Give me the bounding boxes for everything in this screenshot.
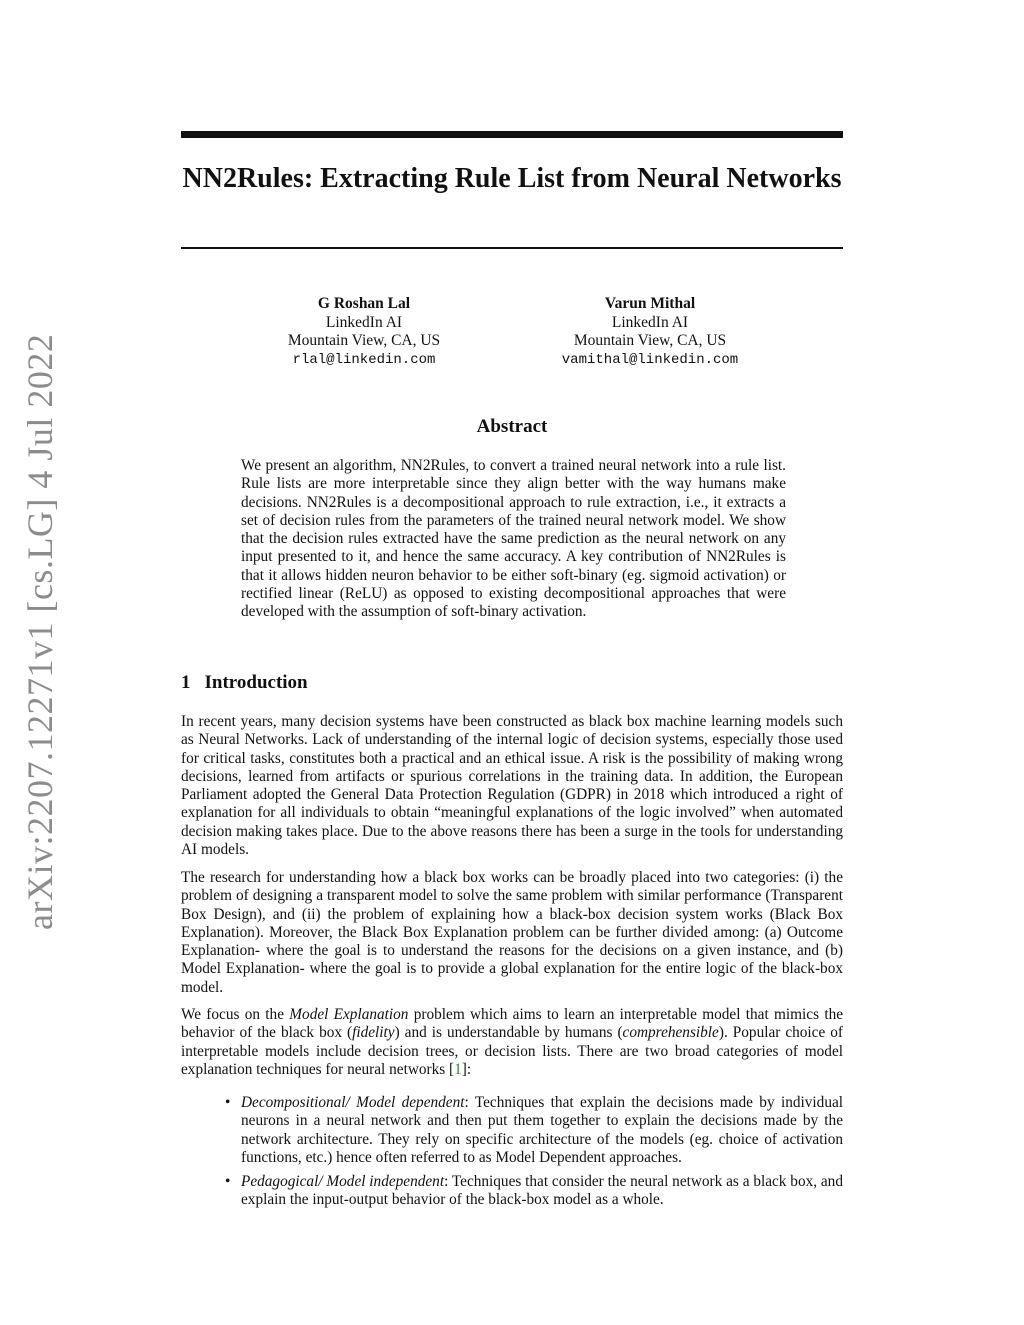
title-top-rule xyxy=(181,131,843,138)
emphasis-text: Model Explanation xyxy=(289,1006,409,1023)
list-item-text: : Techniques that explain the decisions made by individual neurons in a neural network and then put them together to explain the decisions made by the network architecture. They rely on specific architecture of the models (eg. choice of activation functions, etc.) hence often referred to as Model Dependent approaches. xyxy=(241,1094,844,1166)
author-block-2 xyxy=(520,295,780,369)
bullet-icon: • xyxy=(225,1094,231,1111)
author-email[interactable]: rlal@linkedin.com xyxy=(292,351,436,368)
intro-paragraph-1: In recent years, many decision systems have been constructed as black box machine learning models such as Neural Networks. Lack of understanding of the internal logic of decision systems, especially those used for critical tasks, constitutes both a practical and an ethical issue. A risk is the possibility of making wrong decisions, learned from artifacts or spurious correlations in the training data. In addition, the European Parliament adopted the General Data Protection Regulation (GDPR) in 2018 which introduced a right of explanation for all individuals to obtain “meaningful explanations of the logic involved” when automated decision making takes place. Due to the above reasons there has been a surge in the tools for understanding AI models. xyxy=(181,713,843,859)
arxiv-identifier: arXiv:2207.12271v1 [cs.LG] 4 Jul 2022 xyxy=(20,333,60,930)
list-item-term: Decompositional/ Model dependent xyxy=(241,1094,465,1111)
section-heading xyxy=(181,672,308,694)
author-location: Mountain View, CA, US xyxy=(573,332,727,349)
author-affiliation: LinkedIn AI xyxy=(325,313,403,331)
bullet-icon: • xyxy=(225,1173,231,1191)
author-affiliation: LinkedIn AI xyxy=(611,313,689,331)
author-location: Mountain View, CA, US xyxy=(287,332,441,349)
text-run: ]: xyxy=(461,1060,472,1078)
list-item xyxy=(181,1173,843,1210)
text-run: ) and is understandable by humans ( xyxy=(394,1024,623,1042)
text-run: We focus on the xyxy=(181,1006,290,1023)
intro-paragraph-2: The research for understanding how a black box works can be broadly placed into two categories: (i) the problem of designing a transparent model to solve the same problem with similar performance (Transparent Box Design), and (ii) the problem of explaining how a black-box decision system works (Black Box Explanation). Moreover, the Black Box Explanation problem can be further divided among: (a) Outcome Explanation- where the goal is to understand the reasons for the decisions on a given instance, and (b) Model Explanation- where the goal is to provide a global explanation for the entire logic of the black-box model. xyxy=(181,869,843,996)
list-item-term: Pedagogical/ Model independent xyxy=(241,1173,445,1191)
paper-title: NN2Rules: Extracting Rule List from Neural Networks xyxy=(182,163,842,194)
author-name: Varun Mithal xyxy=(604,295,696,312)
title-bottom-rule xyxy=(181,247,843,249)
intro-paragraph-3 xyxy=(181,1006,843,1079)
section-title: Introduction xyxy=(204,672,308,693)
abstract-heading: Abstract xyxy=(476,416,548,437)
list-item xyxy=(181,1094,843,1167)
list-item-text: : Techniques that consider the neural network as a black box, and explain the input-output behavior of the black-box model as a whole. xyxy=(241,1173,843,1209)
abstract-text: We present an algorithm, NN2Rules, to convert a trained neural network into a rule list. Rule lists are more interpretable since they align better with the way humans make decisions. NN2Rules is a decompositional approach to rule extraction, i.e., it extracts a set of decision rules from the parameters of the trained neural network model. We show that the decision rules extracted have the same prediction as the neural network on any input presented to it, and hence the same accuracy. A key contribution of NN2Rules is that it allows hidden neuron behavior to be either soft-binary (eg. sigmoid activation) or rectified linear (ReLU) as opposed to existing decompositional approaches that were developed with the assumption of soft-binary activation. xyxy=(241,457,786,621)
text-run: problem which aims to learn an interpretable model that mimics the behavior of the black box ( xyxy=(181,1006,844,1042)
author-block-1 xyxy=(234,295,494,369)
emphasis-text: fidelity xyxy=(352,1024,395,1042)
author-email[interactable]: vamithal@linkedin.com xyxy=(561,351,739,368)
text-run: ). Popular choice of interpretable models include decision trees, or decision lists. There are two broad categories of model explanation techniques for neural networks [ xyxy=(181,1024,844,1078)
citation-link[interactable]: 1 xyxy=(454,1060,462,1078)
section-number: 1 xyxy=(181,672,191,693)
author-name: G Roshan Lal xyxy=(317,295,411,312)
technique-list xyxy=(181,1094,843,1216)
emphasis-text: comprehensible xyxy=(622,1024,719,1042)
